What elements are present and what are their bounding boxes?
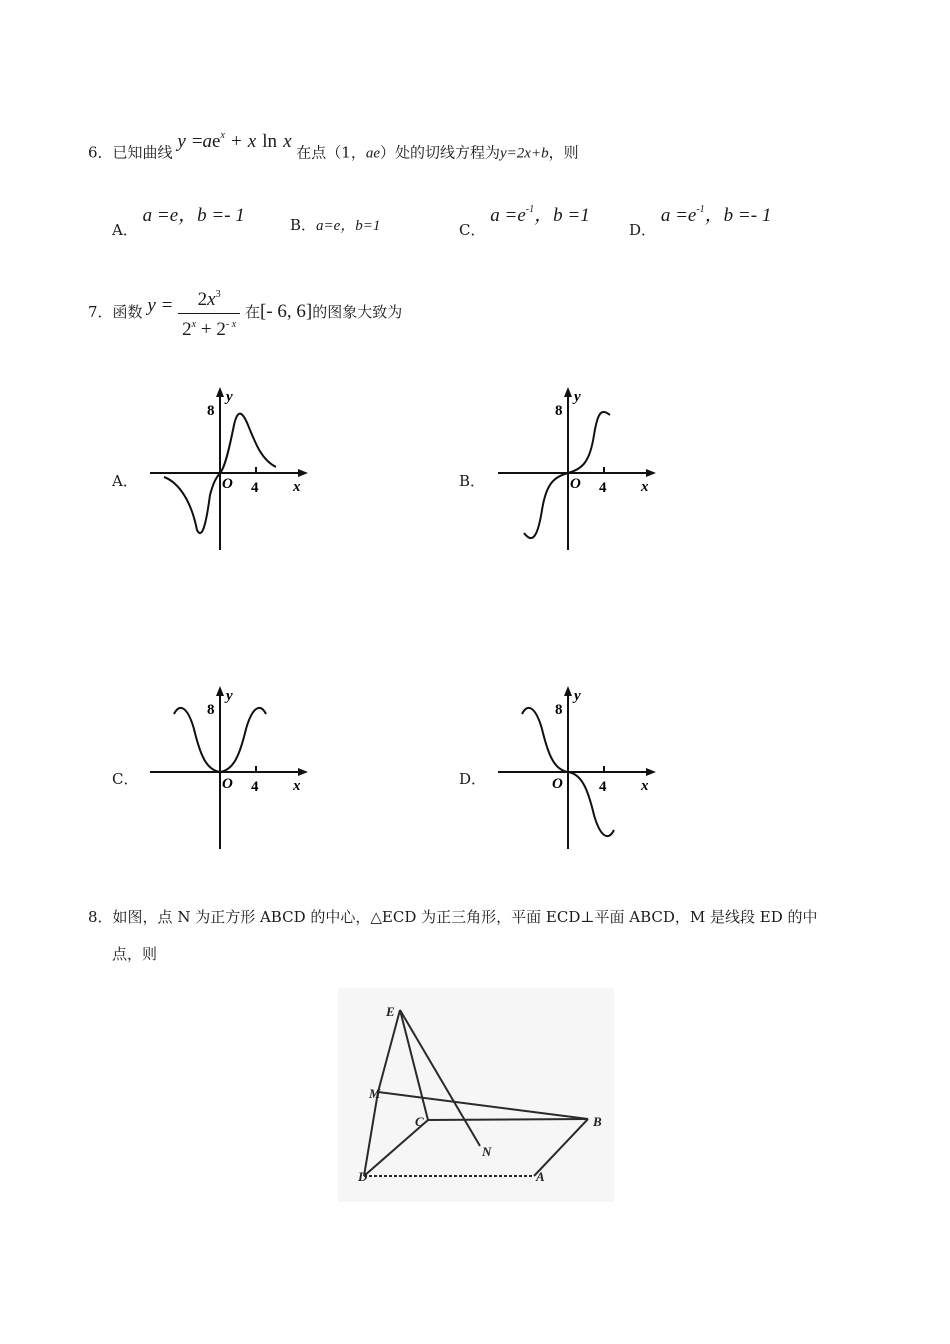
q6-curve-formula: $y =ae^x + x$ ln x	[177, 130, 292, 153]
y-axis-label: y	[574, 688, 581, 704]
q7-option-d-label[interactable]: D．	[459, 770, 487, 788]
x-tick-label: 4	[251, 480, 259, 496]
q8-stem-line2: 点，则	[112, 945, 158, 963]
q6-option-b[interactable]	[290, 214, 380, 235]
q6-option-c[interactable]	[459, 200, 590, 240]
y-tick-label: 8	[555, 702, 563, 718]
q7-fraction: $\frac{2x^3}{2^x + 2^{- x}}$	[178, 284, 240, 343]
q7-option-a-label[interactable]: A．	[112, 472, 138, 490]
q6-stem	[88, 128, 579, 168]
q7-option-c-label[interactable]: C．	[112, 770, 139, 788]
y-axis-label: y	[226, 688, 233, 704]
x-tick-label: 4	[599, 779, 607, 795]
label-D: D	[358, 1169, 368, 1184]
x-tick-label: 4	[599, 480, 607, 496]
q7-option-b-label[interactable]: B．	[459, 472, 486, 490]
option-label: D．	[629, 221, 657, 239]
q7-graph-d[interactable]	[488, 684, 678, 854]
y-tick-label: 8	[555, 403, 563, 419]
q7-graph-c[interactable]	[140, 684, 330, 854]
q6-suffix2: ，则	[548, 143, 579, 162]
q6-option-d[interactable]	[629, 200, 771, 240]
label-N: N	[482, 1144, 492, 1159]
origin-label: O	[222, 476, 233, 492]
q7-stem	[88, 282, 402, 342]
q8-stem-line1	[88, 906, 818, 927]
x-axis-label: x	[293, 479, 301, 495]
q7-graph-a[interactable]	[140, 385, 330, 555]
option-text: $a =e^{-1}$，b =- 1	[660, 203, 772, 226]
q8-line1: 如图，点 N 为正方形 ABCD 的中心，△ECD 为正三角形，平面 ECD⊥平面 ABCD，M 是线段 ED 的中	[112, 908, 818, 926]
q6-middle: 在点（1，	[296, 143, 366, 162]
origin-label: O	[222, 776, 233, 792]
option-label: B．	[290, 216, 317, 234]
origin-label: O	[570, 476, 581, 492]
option-text: a=e，b=1	[316, 218, 381, 234]
y-axis-label: y	[574, 389, 581, 405]
origin-label: O	[552, 776, 563, 792]
q7-graph-b[interactable]	[488, 385, 678, 555]
q8-figure	[338, 988, 614, 1202]
q6-suffix1: ）处的切线方程为	[380, 143, 501, 162]
q7-number: 7．	[88, 303, 113, 321]
q8-number: 8．	[88, 908, 113, 926]
y-tick-label: 8	[207, 403, 215, 419]
q6-option-a[interactable]	[112, 200, 245, 240]
x-axis-label: x	[293, 778, 301, 794]
y-axis-label: y	[226, 389, 233, 405]
option-text: $a =e^{-1}$，b =1	[490, 203, 590, 226]
q7-interval: [- 6, 6]	[259, 301, 313, 322]
option-text: a =e，b =- 1	[142, 205, 245, 226]
q6-number: 6．	[88, 143, 113, 162]
q6-tangent: y=2x+b	[500, 145, 549, 162]
label-M: M	[369, 1086, 381, 1101]
q7-middle: 在	[244, 303, 260, 321]
x-axis-label: x	[641, 479, 649, 495]
q6-prefix: 已知曲线	[112, 143, 173, 162]
q7-lhs: y =	[147, 295, 174, 316]
label-C: C	[415, 1114, 424, 1129]
option-label: A．	[112, 221, 138, 239]
y-tick-label: 8	[207, 702, 215, 718]
option-label: C．	[459, 221, 486, 239]
x-axis-label: x	[641, 778, 649, 794]
q6-point-ae: ae	[365, 145, 380, 162]
label-E: E	[386, 1004, 395, 1019]
q7-prefix: 函数	[112, 303, 143, 321]
x-tick-label: 4	[251, 779, 259, 795]
q7-suffix: 的图象大致为	[312, 303, 403, 321]
label-B: B	[593, 1114, 602, 1129]
label-A: A	[536, 1169, 545, 1184]
